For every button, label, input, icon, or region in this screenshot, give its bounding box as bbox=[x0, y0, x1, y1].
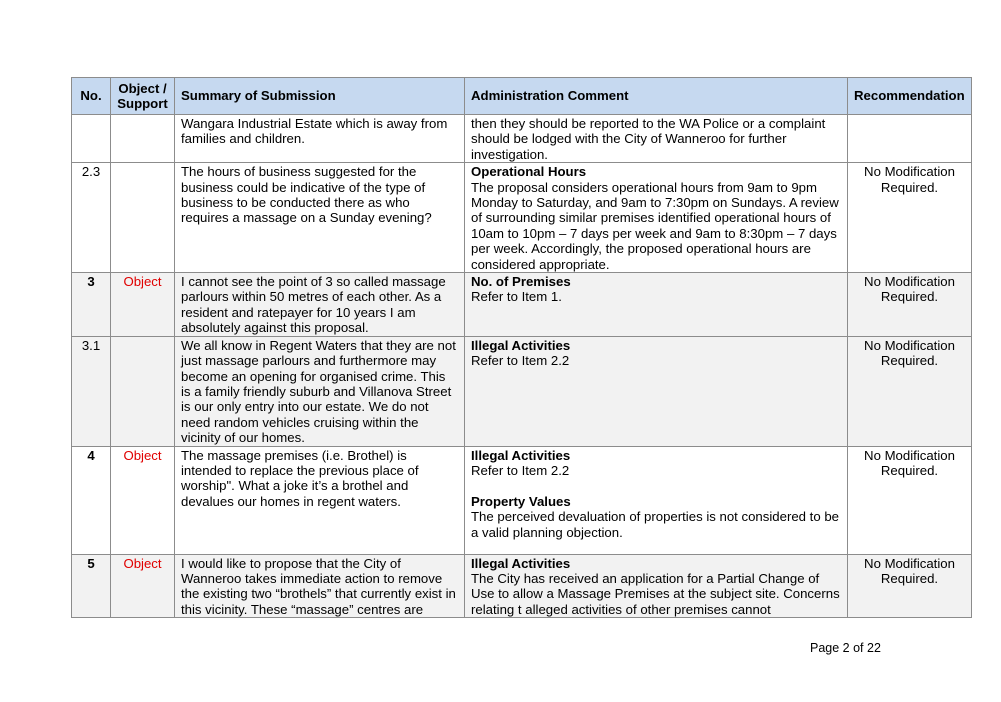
row-comment bbox=[465, 273, 848, 337]
row-summary: We all know in Regent Waters that they are not just massage parlours and furthermore may become an opening for organised crime. This is a family friendly suburb and Villanova Street is our only entry into our estate. We do not need random vehicles cruising within the vicinity of our homes. bbox=[175, 336, 465, 446]
table-row bbox=[72, 554, 972, 618]
row-summary: I cannot see the point of 3 so called massage parlours within 50 metres of each other. As a resident and ratepayer for 10 years I am absolutely against this proposal. bbox=[175, 273, 465, 337]
spacer bbox=[471, 478, 841, 493]
row-comment-heading: Illegal Activities bbox=[471, 447, 571, 463]
header-no: No. bbox=[72, 78, 111, 115]
table-header-row bbox=[72, 78, 972, 115]
row-no bbox=[72, 115, 111, 163]
row-comment-heading: Operational Hours bbox=[471, 164, 587, 180]
row-comment-text-2: The perceived devaluation of properties is not considered to be a valid planning objection. bbox=[471, 509, 840, 540]
row-comment-heading: Illegal Activities bbox=[471, 337, 571, 353]
row-comment bbox=[465, 446, 848, 554]
row-summary: The hours of business suggested for the business could be indicative of the type of business to be conducted there as who requires a massage on a Sunday evening? bbox=[175, 163, 465, 273]
row-summary: I would like to propose that the City of Wanneroo takes immediate action to remove the existing two “brothels” that currently exist in this vicinity. These “massage” centres are bbox=[175, 554, 465, 618]
row-comment-text: The City has received an application for a Partial Change of Use to allow a Massage Premises at the subject site. Concerns relating t alleged activities of other premises cannot bbox=[471, 570, 840, 617]
header-recommendation: Recommendation bbox=[848, 78, 972, 115]
row-comment-text: then they should be reported to the WA Police or a complaint should be lodged with the City of Wanneroo for further investigation. bbox=[471, 116, 826, 162]
row-no: 3 bbox=[72, 273, 111, 337]
row-summary: The massage premises (i.e. Brothel) is intended to replace the previous place of worship". What a joke it’s a brothel and devalues our homes in regent waters. bbox=[175, 446, 465, 554]
row-comment bbox=[465, 115, 848, 163]
row-no: 5 bbox=[72, 554, 111, 618]
row-recommendation: No Modification Required. bbox=[848, 554, 972, 618]
row-object: Object bbox=[111, 446, 175, 554]
header-admin-comment: Administration Comment bbox=[465, 78, 848, 115]
row-comment bbox=[465, 163, 848, 273]
row-comment bbox=[465, 554, 848, 618]
row-no: 4 bbox=[72, 446, 111, 554]
header-object-support: Object / Support bbox=[111, 78, 175, 115]
row-object bbox=[111, 115, 175, 163]
row-comment-text: Refer to Item 1. bbox=[471, 289, 562, 305]
row-recommendation: No Modification Required. bbox=[848, 163, 972, 273]
row-comment-heading: No. of Premises bbox=[471, 274, 571, 290]
row-recommendation bbox=[848, 115, 972, 163]
page-number: Page 2 of 22 bbox=[810, 641, 881, 655]
table-row bbox=[72, 273, 972, 337]
row-comment-text: Refer to Item 2.2 bbox=[471, 353, 570, 369]
row-comment-text: The proposal considers operational hours from 9am to 9pm Monday to Saturday, and 9am to 7:30pm on Sundays. A review of surrounding similar premises identified operational hours of 10am to 10pm – 7 days per week and 9am to 8:30pm – 7 days per week. Accordingly, the proposed operational hours are considered appropriate. bbox=[471, 179, 839, 272]
row-recommendation: No Modification Required. bbox=[848, 446, 972, 554]
table-row bbox=[72, 163, 972, 273]
row-object: Object bbox=[111, 273, 175, 337]
table-row bbox=[72, 115, 972, 163]
row-recommendation: No Modification Required. bbox=[848, 336, 972, 446]
row-object: Object bbox=[111, 554, 175, 618]
header-summary: Summary of Submission bbox=[175, 78, 465, 115]
row-object bbox=[111, 336, 175, 446]
row-comment bbox=[465, 336, 848, 446]
row-summary: Wangara Industrial Estate which is away from families and children. bbox=[175, 115, 465, 163]
table-row bbox=[72, 336, 972, 446]
submissions-table bbox=[71, 77, 972, 618]
row-comment-heading-2: Property Values bbox=[471, 493, 571, 509]
row-no: 2.3 bbox=[72, 163, 111, 273]
row-no: 3.1 bbox=[72, 336, 111, 446]
row-comment-text: Refer to Item 2.2 bbox=[471, 462, 570, 478]
row-object bbox=[111, 163, 175, 273]
table-row bbox=[72, 446, 972, 554]
row-recommendation: No Modification Required. bbox=[848, 273, 972, 337]
row-comment-heading: Illegal Activities bbox=[471, 555, 571, 571]
